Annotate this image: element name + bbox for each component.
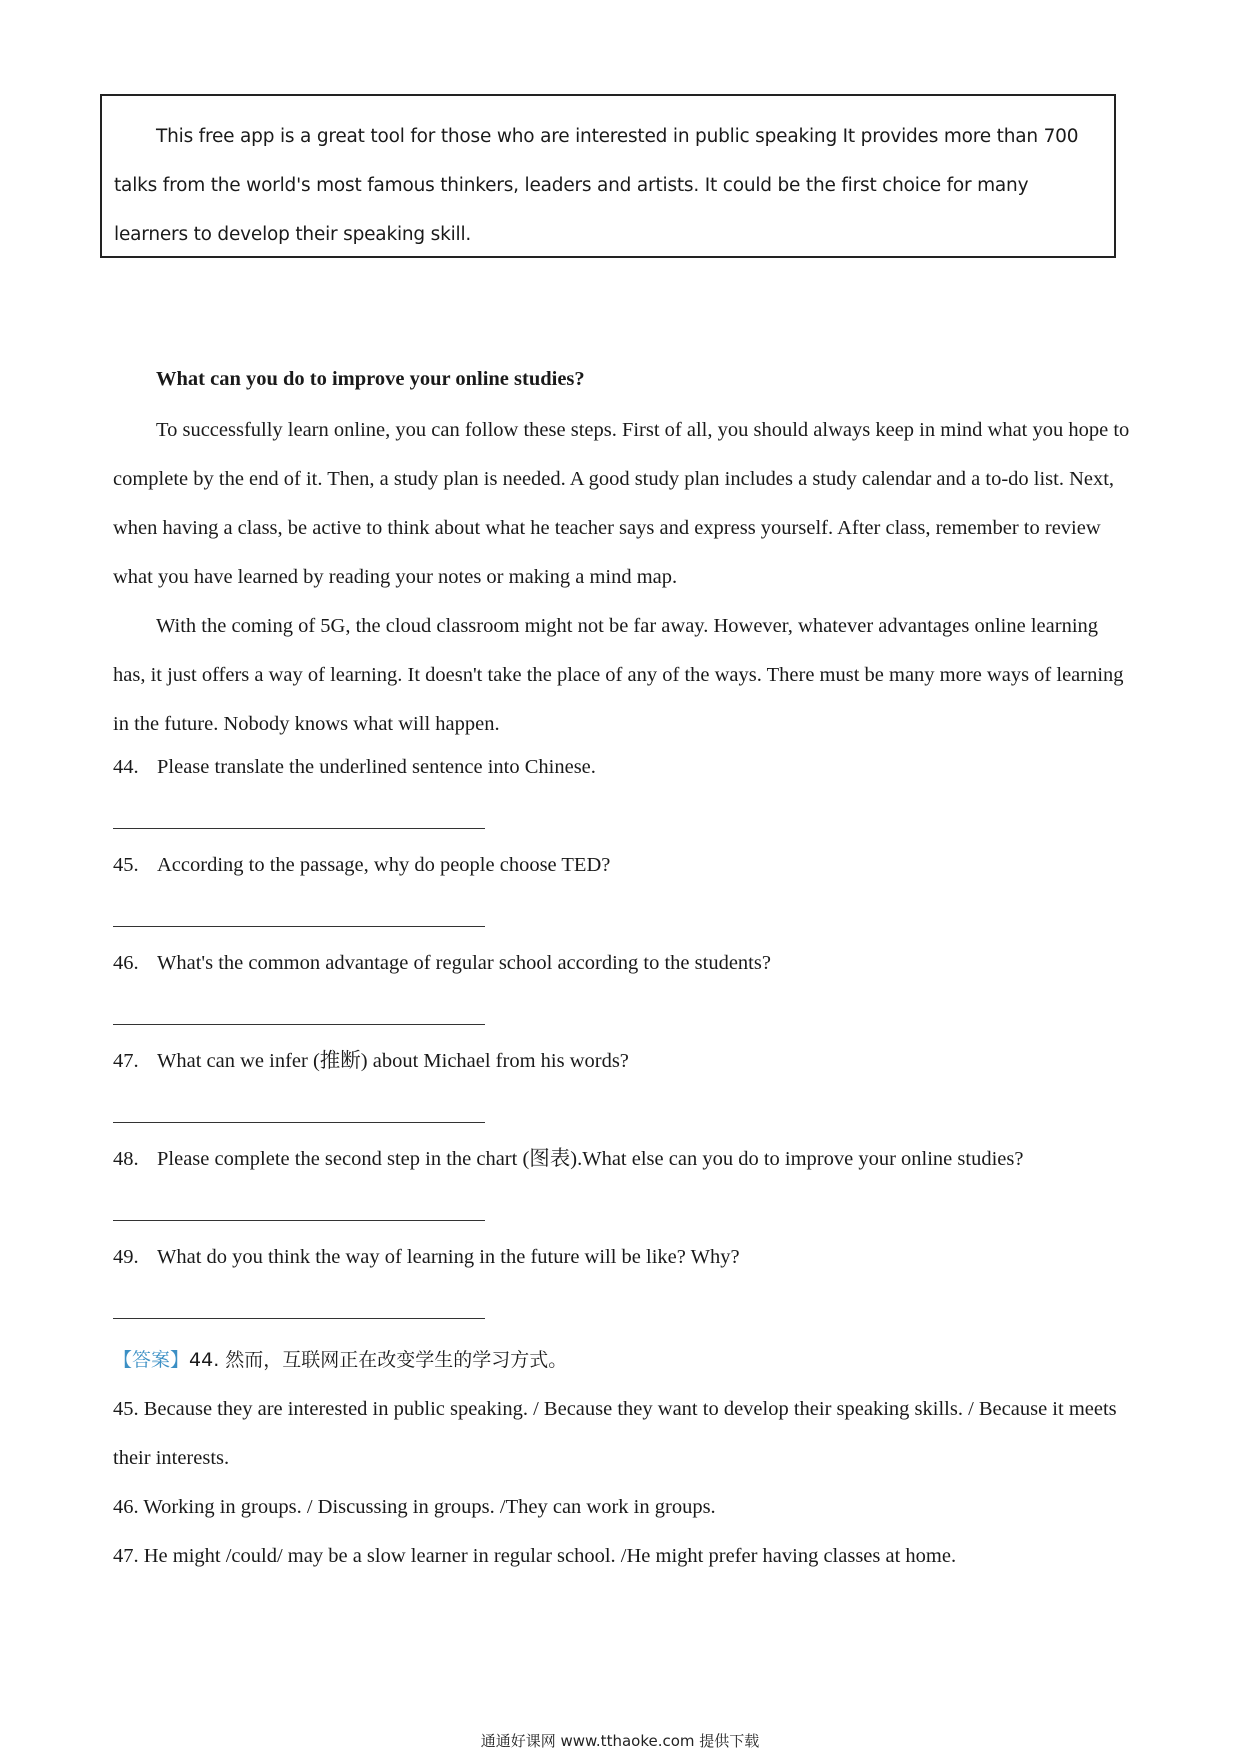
question-49 bbox=[113, 1242, 740, 1272]
question-47 bbox=[113, 1046, 629, 1076]
question-text: What's the common advantage of regular school according to the students? bbox=[157, 952, 771, 974]
question-number: 44. bbox=[113, 756, 139, 778]
answer-45: 45. Because they are interested in public speaking. / Because they want to develop their speaking skills. / Because it meets their interests. bbox=[113, 1398, 1117, 1469]
answer-key bbox=[113, 1336, 1133, 1581]
section-heading: What can you do to improve your online studies? bbox=[156, 368, 585, 390]
question-number: 49. bbox=[113, 1246, 139, 1268]
answer-line-46[interactable] bbox=[113, 1024, 485, 1025]
question-text: Please complete the second step in the chart (图表).What else can you do to improve your online studies? bbox=[157, 1148, 1024, 1170]
question-45 bbox=[113, 850, 610, 880]
question-number: 48. bbox=[113, 1148, 139, 1170]
question-46 bbox=[113, 948, 771, 978]
question-text: What can we infer (推断) about Michael from his words? bbox=[157, 1050, 629, 1072]
question-44 bbox=[113, 752, 596, 782]
answer-line-48[interactable] bbox=[113, 1220, 485, 1221]
passage bbox=[113, 406, 1133, 749]
app-description-text: This free app is a great tool for those who are interested in public speaking It provides more than 700 talks from the world's most famous thinkers, leaders and artists. It could be the first choice for many learners to develop their speaking skill. bbox=[114, 126, 1079, 245]
question-48 bbox=[113, 1144, 1023, 1174]
question-text: Please translate the underlined sentence into Chinese. bbox=[157, 756, 596, 778]
answer-tag: 【答案】 bbox=[113, 1349, 190, 1371]
question-text: What do you think the way of learning in the future will be like? Why? bbox=[157, 1246, 740, 1268]
question-number: 46. bbox=[113, 952, 139, 974]
passage-paragraph-2: With the coming of 5G, the cloud classroom might not be far away. However, whatever advantages online learning has, it just offers a way of learning. It doesn't take the place of any of the ways. There must be many more ways of learning in the future. Nobody knows what will happen. bbox=[113, 615, 1124, 735]
answer-44 bbox=[113, 1336, 1133, 1385]
page-footer: 通通好课网 www.tthaoke.com 提供下载 bbox=[480, 1732, 760, 1750]
answer-line-44[interactable] bbox=[113, 828, 485, 829]
app-description-box bbox=[100, 94, 1116, 258]
answer-44-text: 44. 然而，互联网正在改变学生的学习方式。 bbox=[189, 1349, 568, 1371]
question-text: According to the passage, why do people choose TED? bbox=[157, 854, 611, 876]
question-number: 45. bbox=[113, 854, 139, 876]
answer-47: 47. He might /could/ may be a slow learner in regular school. /He might prefer having classes at home. bbox=[113, 1545, 957, 1567]
answer-line-47[interactable] bbox=[113, 1122, 485, 1123]
question-number: 47. bbox=[113, 1050, 139, 1072]
answer-line-49[interactable] bbox=[113, 1318, 485, 1319]
answer-line-45[interactable] bbox=[113, 926, 485, 927]
answer-46: 46. Working in groups. / Discussing in groups. /They can work in groups. bbox=[113, 1496, 716, 1518]
passage-paragraph-1: To successfully learn online, you can follow these steps. First of all, you should always keep in mind what you hope to complete by the end of it. Then, a study plan is needed. A good study plan includes a study calendar and a to-do list. Next, when having a class, be active to think about what he teacher says and express yourself. After class, remember to review what you have learned by reading your notes or making a mind map. bbox=[113, 419, 1130, 588]
